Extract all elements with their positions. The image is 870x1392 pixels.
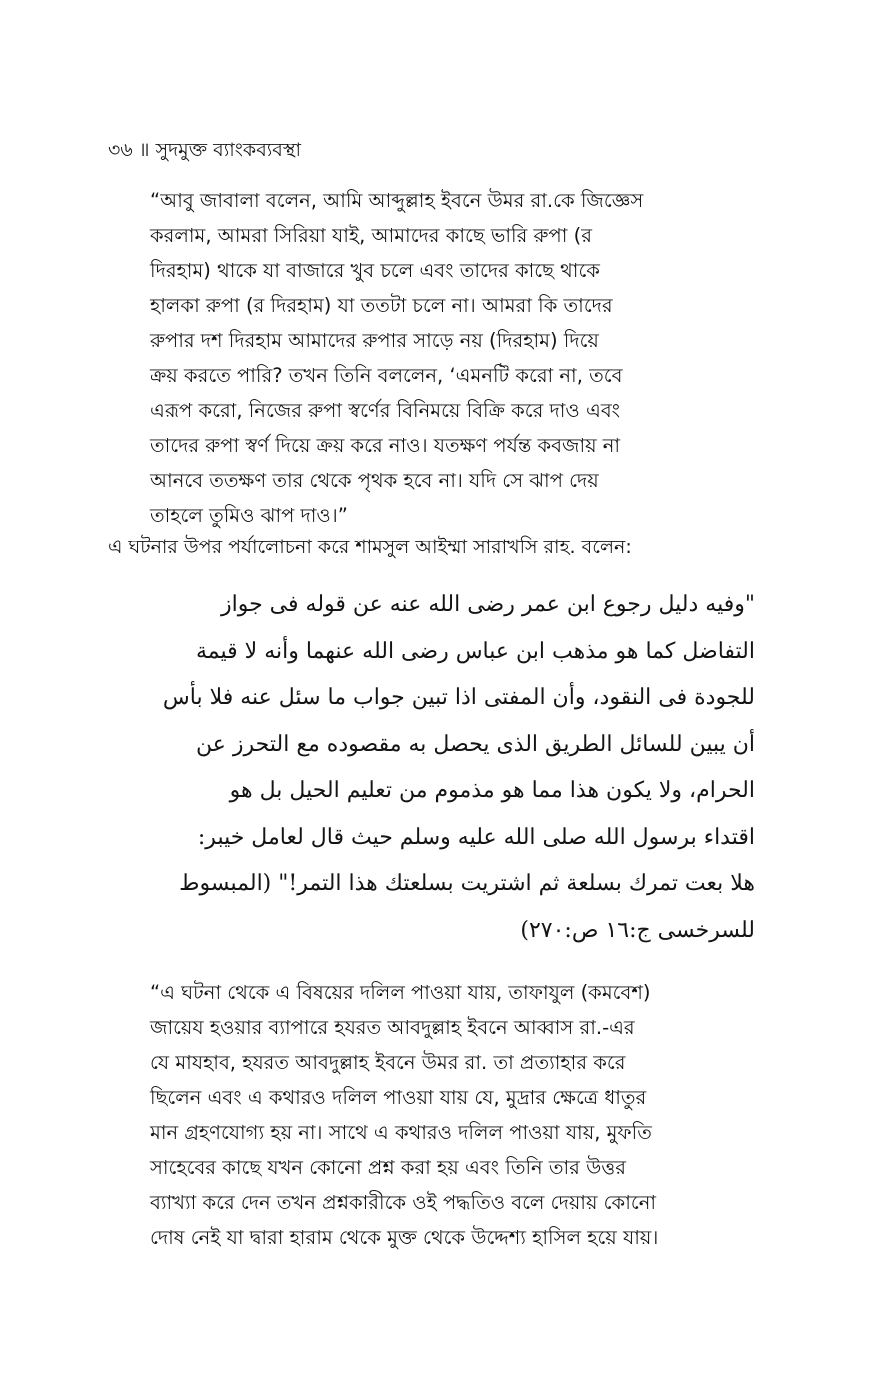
running-header [108, 136, 301, 164]
page-number: ৩৬ [108, 139, 133, 161]
arabic-line: هلا بعت تمرك بسلعة ثم اشتريت بسلعتك هذا التمر!" (المبسوط [179, 871, 755, 896]
quote-line: “এ ঘটনা থেকে এ বিষয়ের দলিল পাওয়া যায়, তাফাযুল (কমবেশ) [150, 981, 651, 1004]
book-title: সুদমুক্ত ব্যাংকব্যবস্থা [155, 139, 301, 161]
quote-line: হালকা রুপা (র দিরহাম) যা ততটা চলে না। আমরা কি তাদের [150, 294, 613, 317]
quote-line: আনবে ততক্ষণ তার থেকে পৃথক হবে না। যদি সে ঝাপ দেয় [150, 469, 599, 492]
quote-line: জায়েয হওয়ার ব্যাপারে হযরত আবদুল্লাহ ইবনে আব্বাস রা.-এর [150, 1016, 635, 1039]
intro-sentence: এ ঘটনার উপর পর্যালোচনা করে শামসুল আইম্মা সারাখসি রাহ. বলেন: [108, 536, 632, 558]
arabic-line: اقتداء برسول الله صلى الله عليه وسلم حيث قال لعامل خيبر: [197, 824, 755, 850]
header-separator: ॥ [138, 139, 150, 161]
quote-abu-jabala [150, 183, 724, 533]
arabic-line: "وفيه دليل رجوع ابن عمر رضى الله عنه عن قوله فى جواز [220, 592, 755, 617]
quote-line: রুপার দশ দিরহাম আমাদের রুপার সাড়ে নয় (দিরহাম) দিয়ে [150, 329, 599, 352]
quote-line: ছিলেন এবং এ কথারও দলিল পাওয়া যায় যে, মুদ্রার ক্ষেত্রে ধাতুর [150, 1086, 647, 1109]
quote-line: ব্যাখ্যা করে দেন তখন প্রশ্নকারীকে ওই পদ্ধতিও বলে দেয়ায় কোনো [150, 1191, 656, 1214]
quote-line: যে মাযহাব, হযরত আবদুল্লাহ ইবনে উমর রা. তা প্রত্যাহার করে [150, 1051, 626, 1074]
quote-line: দিরহাম) থাকে যা বাজারে খুব চলে এবং তাদের কাছে থাকে [150, 259, 600, 282]
arabic-line: للجودة فى النقود، وأن المفتى اذا تبين جواب ما سئل عنه فلا بأس [162, 685, 755, 710]
arabic-line: أن يبين للسائل الطريق الذى يحصل به مقصوده مع التحرز عن [196, 731, 755, 757]
quote-line: মান গ্রহণযোগ্য হয় না। সাথে এ কথারও দলিল পাওয়া যায়, মুফতি [150, 1121, 652, 1144]
quote-line: তাহলে তুমিও ঝাপ দাও।” [150, 504, 348, 527]
arabic-line: التفاضل كما هو مذهب ابن عباس رضى الله عنهما وأنه لا قيمة [196, 638, 755, 664]
translation-quote [150, 975, 724, 1255]
quote-line: সাহেবের কাছে যখন কোনো প্রশ্ন করা হয় এবং তিনি তার উত্তর [150, 1156, 626, 1179]
quote-line: “আবু জাবালা বলেন, আমি আব্দুল্লাহ ইবনে উমর রা.কে জিজ্ঞেস [150, 189, 644, 212]
quote-line: তাদের রুপা স্বর্ণ দিয়ে ক্রয় করে নাও। যতক্ষণ পর্যন্ত কবজায় না [150, 434, 621, 457]
quote-line: এরূপ করো, নিজের রুপা স্বর্ণের বিনিময়ে বিক্রি করে দাও এবং [150, 399, 621, 422]
arabic-line: للسرخسى ج:١٦ ص:٢٧٠) [520, 917, 755, 943]
arabic-quotation [150, 582, 755, 954]
quote-line: করলাম, আমরা সিরিয়া যাই, আমাদের কাছে ভারি রুপা (র [150, 224, 592, 247]
quote-line: দোষ নেই যা দ্বারা হারাম থেকে মুক্ত থেকে উদ্দেশ্য হাসিল হয়ে যায়। [150, 1226, 659, 1249]
quote-line: ক্রয় করতে পারি? তখন তিনি বললেন, ‘এমনটি করো না, তবে [150, 364, 623, 387]
arabic-line: الحرام، ولا يكون هذا مما هو مذموم من تعليم الحيل بل هو [229, 778, 755, 803]
